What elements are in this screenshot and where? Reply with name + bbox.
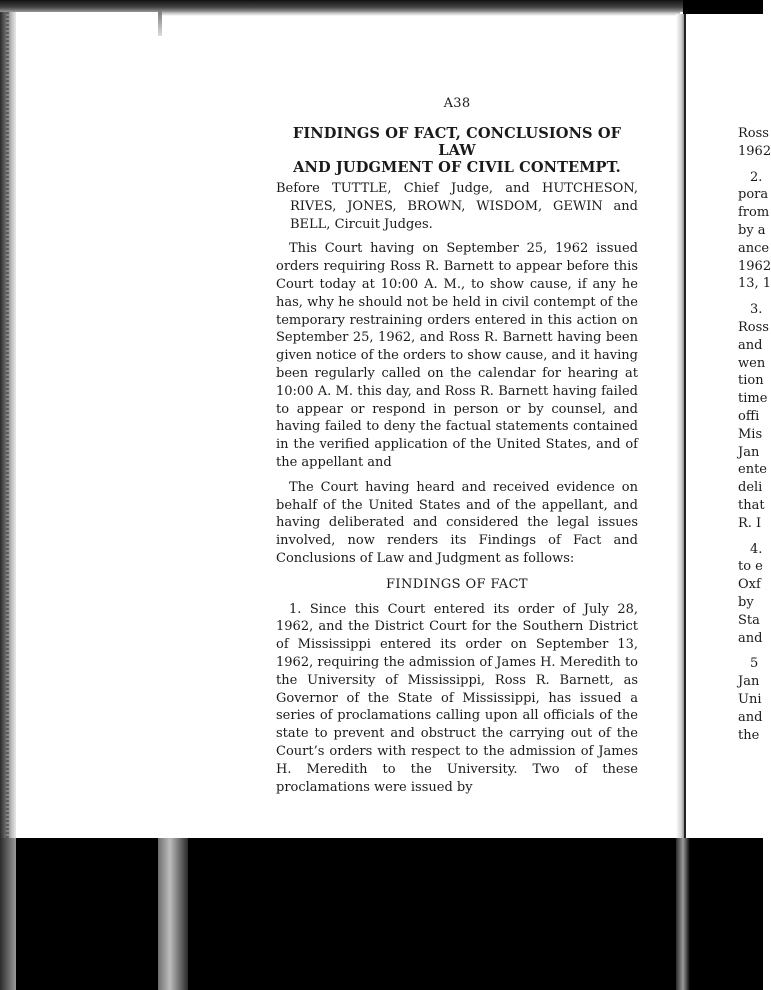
scan-top-shadow <box>160 12 680 16</box>
facing-line: deli <box>738 480 763 496</box>
document-heading <box>276 125 638 176</box>
facing-line: the <box>738 727 760 743</box>
scan-bottom-left-edge <box>0 838 16 990</box>
facing-line: Oxf <box>738 577 761 593</box>
facing-line: 3. <box>750 302 763 318</box>
facing-line: 4. <box>750 541 763 557</box>
preamble-paragraph-2: The Court having heard and received evidence on behalf of the United States and of the appellant, and having deliberated and considered the legal issues involved, now renders its Findings of Fact and Conclusions of Law and Judgment as follows: <box>276 479 638 566</box>
scan-bottom-fold-right <box>676 838 690 990</box>
findings-subheading: FINDINGS OF FACT <box>386 576 528 592</box>
facing-line: Ross <box>738 319 769 335</box>
facing-line: by a <box>738 222 766 238</box>
facing-line: to e <box>738 559 763 575</box>
scan-bottom-black <box>0 838 763 990</box>
facing-gap <box>738 161 763 169</box>
scan-bottom-fold-left <box>158 838 188 990</box>
facing-line: ente <box>738 462 767 478</box>
facing-line: from <box>738 205 770 221</box>
facing-page-fragment <box>738 125 771 744</box>
facing-line: that <box>738 497 765 513</box>
facing-line: R. I <box>738 515 762 531</box>
scan-top-right-dark <box>683 0 763 14</box>
page-corner-mark <box>158 10 162 36</box>
facing-line: 1962 <box>738 143 771 159</box>
facing-gap <box>738 533 763 541</box>
facing-gap <box>738 647 763 655</box>
facing-line: tion <box>738 373 764 389</box>
finding-paragraph-1: 1. Since this Court entered its order of July 28, 1962, and the District Court for the Southern District of Mississippi entered its order on September 13, 1962, requiring the admission of James H. Meredith to the University of Mississippi, Ross R. Barnett, as Governor of the State of Mississippi, has issued a series of proclamations calling upon all officials of the state to prevent and obstruct the carrying out of the Court’s orders with respect to the admission of James H. Meredith to the University. Two of these proclamations were issued by <box>276 601 638 795</box>
facing-line: by <box>738 594 754 610</box>
book-gutter-line <box>684 14 686 844</box>
facing-line: Jan <box>738 674 760 690</box>
heading-line-2: AND JUDGMENT OF CIVIL CONTEMPT. <box>293 159 621 176</box>
facing-line: Sta <box>738 612 760 628</box>
facing-line: Jan <box>738 444 760 460</box>
facing-line: 2. <box>750 169 763 185</box>
document-body <box>276 125 638 796</box>
facing-line: 5 <box>750 656 759 672</box>
facing-line: 1962 <box>738 258 771 274</box>
facing-line: Ross <box>738 126 769 141</box>
facing-gap <box>738 293 763 301</box>
facing-line: and <box>738 630 763 646</box>
heading-line-1: FINDINGS OF FACT, CONCLUSIONS OF LAW <box>292 125 622 159</box>
facing-line: wen <box>738 355 766 371</box>
facing-line: time <box>738 391 768 407</box>
page-number: A38 <box>443 96 471 111</box>
facing-line: ance <box>738 240 770 256</box>
bench-listing: Before TUTTLE, Chief Judge, and HUTCHESON, RIVES, JONES, BROWN, WISDOM, GEWIN and BELL, Circuit Judges. <box>276 181 638 232</box>
facing-line: pora <box>738 187 769 203</box>
facing-line: Uni <box>738 691 762 707</box>
facing-line: and <box>738 709 763 725</box>
facing-line: Mis <box>738 426 763 442</box>
facing-line: 13, 1 <box>738 276 771 292</box>
preamble-paragraph-1: This Court having on September 25, 1962 issued orders requiring Ross R. Barnett to appear before this Court today at 10:00 A. M., to show cause, if any he has, why he should not be held in civil contempt of the temporary restraining orders entered in this action on September 25, 1962, and Ross R. Barnett having been given notice of the orders to show cause, and it having been regularly called on the calendar for hearing at 10:00 A. M. this day, and Ross R. Barnett having failed to appear or respond in person or by counsel, and having failed to deny the factual statements contained in the verified application of the United States, and of the appellant and <box>276 241 638 470</box>
scan-top-band <box>0 0 763 12</box>
facing-line: offi <box>738 408 760 424</box>
facing-line: and <box>738 337 763 353</box>
